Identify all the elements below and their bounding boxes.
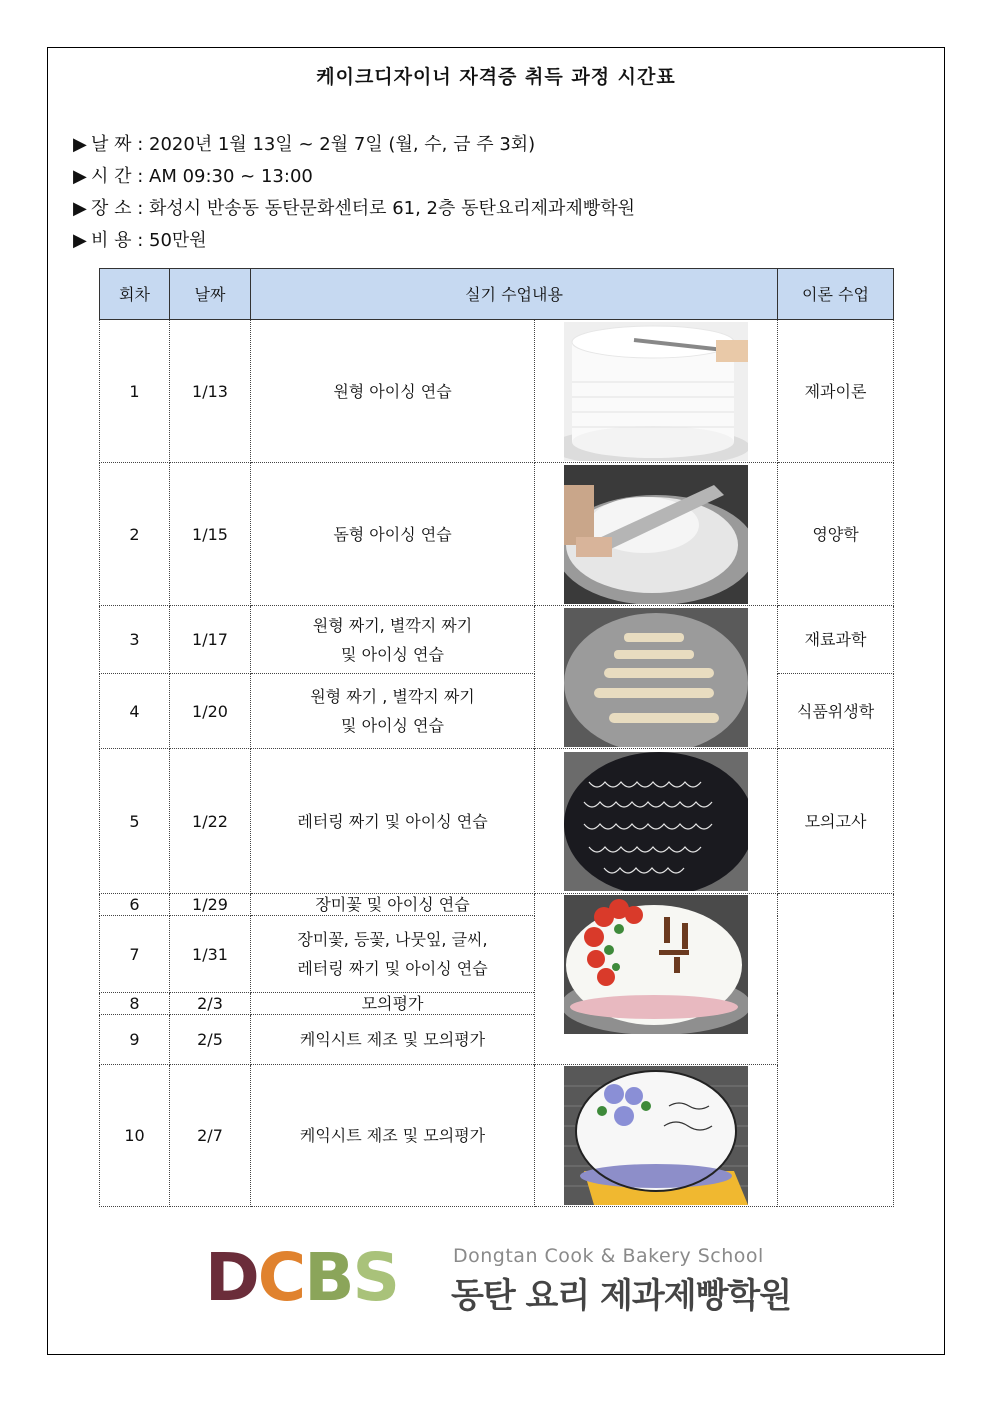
info-text: 장 소 : 화성시 반송동 동탄문화센터로 61, 2층 동탄요리제과제빵학원 (91, 198, 636, 219)
info-cost (73, 230, 207, 252)
date-cell: 1/29 (170, 894, 251, 916)
logo-letter: B (304, 1239, 353, 1316)
logo-english-name: Dongtan Cook & Bakery School (453, 1245, 764, 1267)
content-cell: 케익시트 제조 및 모의평가 (251, 1015, 535, 1065)
content-cell: 원형 아이싱 연습 (251, 320, 535, 463)
content-cell: 레터링 짜기 및 아이싱 연습 (251, 749, 535, 894)
date-cell: 1/20 (170, 674, 251, 749)
date-cell: 2/5 (170, 1015, 251, 1065)
content-line: 및 아이싱 연습 (341, 716, 444, 735)
bullet-icon: ▶ (73, 134, 87, 155)
content-cell (251, 606, 535, 674)
logo-korean-name: 동탄 요리 제과제빵학원 (451, 1276, 792, 1316)
content-line: 및 아이싱 연습 (341, 644, 444, 664)
session-cell: 6 (100, 894, 170, 916)
header-theory: 이론 수업 (778, 269, 894, 320)
theory-cell: 재료과학 (778, 606, 894, 674)
content-cell: 돔형 아이싱 연습 (251, 463, 535, 606)
photo-cell (535, 894, 778, 1065)
theory-cell: 식품위생학 (778, 674, 894, 749)
date-cell: 1/15 (170, 463, 251, 606)
piping-practice-photo (564, 608, 748, 747)
table-row (100, 606, 894, 674)
content-line: 장미꽃, 등꽃, 나뭇잎, 글씨, (297, 930, 488, 949)
logo-letter: S (352, 1239, 399, 1316)
table-header-row (100, 269, 894, 320)
photo-cell (535, 606, 778, 749)
info-text: 날 짜 : 2020년 1월 13일 ~ 2월 7일 (월, 수, 금 주 3회) (91, 134, 536, 155)
dome-icing-cake-photo (564, 465, 748, 604)
content-line: 원형 짜기, 별깍지 짜기 (312, 615, 473, 635)
table-row (100, 749, 894, 894)
school-logo (205, 1239, 795, 1316)
theory-cell-empty (778, 894, 894, 1207)
session-cell: 7 (100, 916, 170, 993)
logo-acronym (205, 1239, 399, 1316)
schedule-table (99, 268, 894, 1207)
theory-cell: 영양학 (778, 463, 894, 606)
info-text: 비 용 : 50만원 (91, 230, 207, 251)
content-cell: 모의평가 (251, 993, 535, 1015)
content-line: 레터링 짜기 및 아이싱 연습 (297, 959, 488, 978)
photo-cell (535, 1065, 778, 1207)
header-practice: 실기 수업내용 (251, 269, 778, 320)
table-row (100, 463, 894, 606)
date-cell: 1/13 (170, 320, 251, 463)
content-line: 원형 짜기 , 별깍지 짜기 (310, 687, 475, 706)
bullet-icon: ▶ (73, 230, 87, 251)
session-cell: 5 (100, 749, 170, 894)
logo-letter: C (257, 1239, 305, 1316)
date-cell: 1/17 (170, 606, 251, 674)
info-date (73, 134, 535, 156)
date-cell: 1/31 (170, 916, 251, 993)
table-row (100, 894, 894, 916)
header-date: 날짜 (170, 269, 251, 320)
christmas-cake-photo (564, 1066, 748, 1205)
date-cell: 2/7 (170, 1065, 251, 1207)
session-cell: 3 (100, 606, 170, 674)
session-cell: 4 (100, 674, 170, 749)
content-cell: 장미꽃 및 아이싱 연습 (251, 894, 535, 916)
content-cell (251, 916, 535, 993)
bullet-icon: ▶ (73, 198, 87, 219)
theory-cell: 제과이론 (778, 320, 894, 463)
lettering-practice-photo (564, 752, 748, 891)
session-cell: 1 (100, 320, 170, 463)
photo-cell (535, 320, 778, 463)
session-cell: 9 (100, 1015, 170, 1065)
logo-letter: D (205, 1239, 258, 1316)
info-place (73, 198, 635, 220)
session-cell: 8 (100, 993, 170, 1015)
table-row (100, 1065, 894, 1207)
date-cell: 1/22 (170, 749, 251, 894)
round-icing-cake-photo (564, 322, 748, 461)
photo-cell (535, 749, 778, 894)
table-row (100, 320, 894, 463)
info-time (73, 166, 313, 188)
rose-cake-photo (564, 895, 748, 1034)
photo-cell (535, 463, 778, 606)
content-cell (251, 674, 535, 749)
session-cell: 10 (100, 1065, 170, 1207)
info-text: 시 간 : AM 09:30 ~ 13:00 (91, 166, 313, 187)
theory-cell: 모의고사 (778, 749, 894, 894)
page-title: 케이크디자이너 자격증 취득 과정 시간표 (316, 66, 676, 88)
header-session: 회차 (100, 269, 170, 320)
content-cell: 케익시트 제조 및 모의평가 (251, 1065, 535, 1207)
date-cell: 2/3 (170, 993, 251, 1015)
bullet-icon: ▶ (73, 166, 87, 187)
session-cell: 2 (100, 463, 170, 606)
